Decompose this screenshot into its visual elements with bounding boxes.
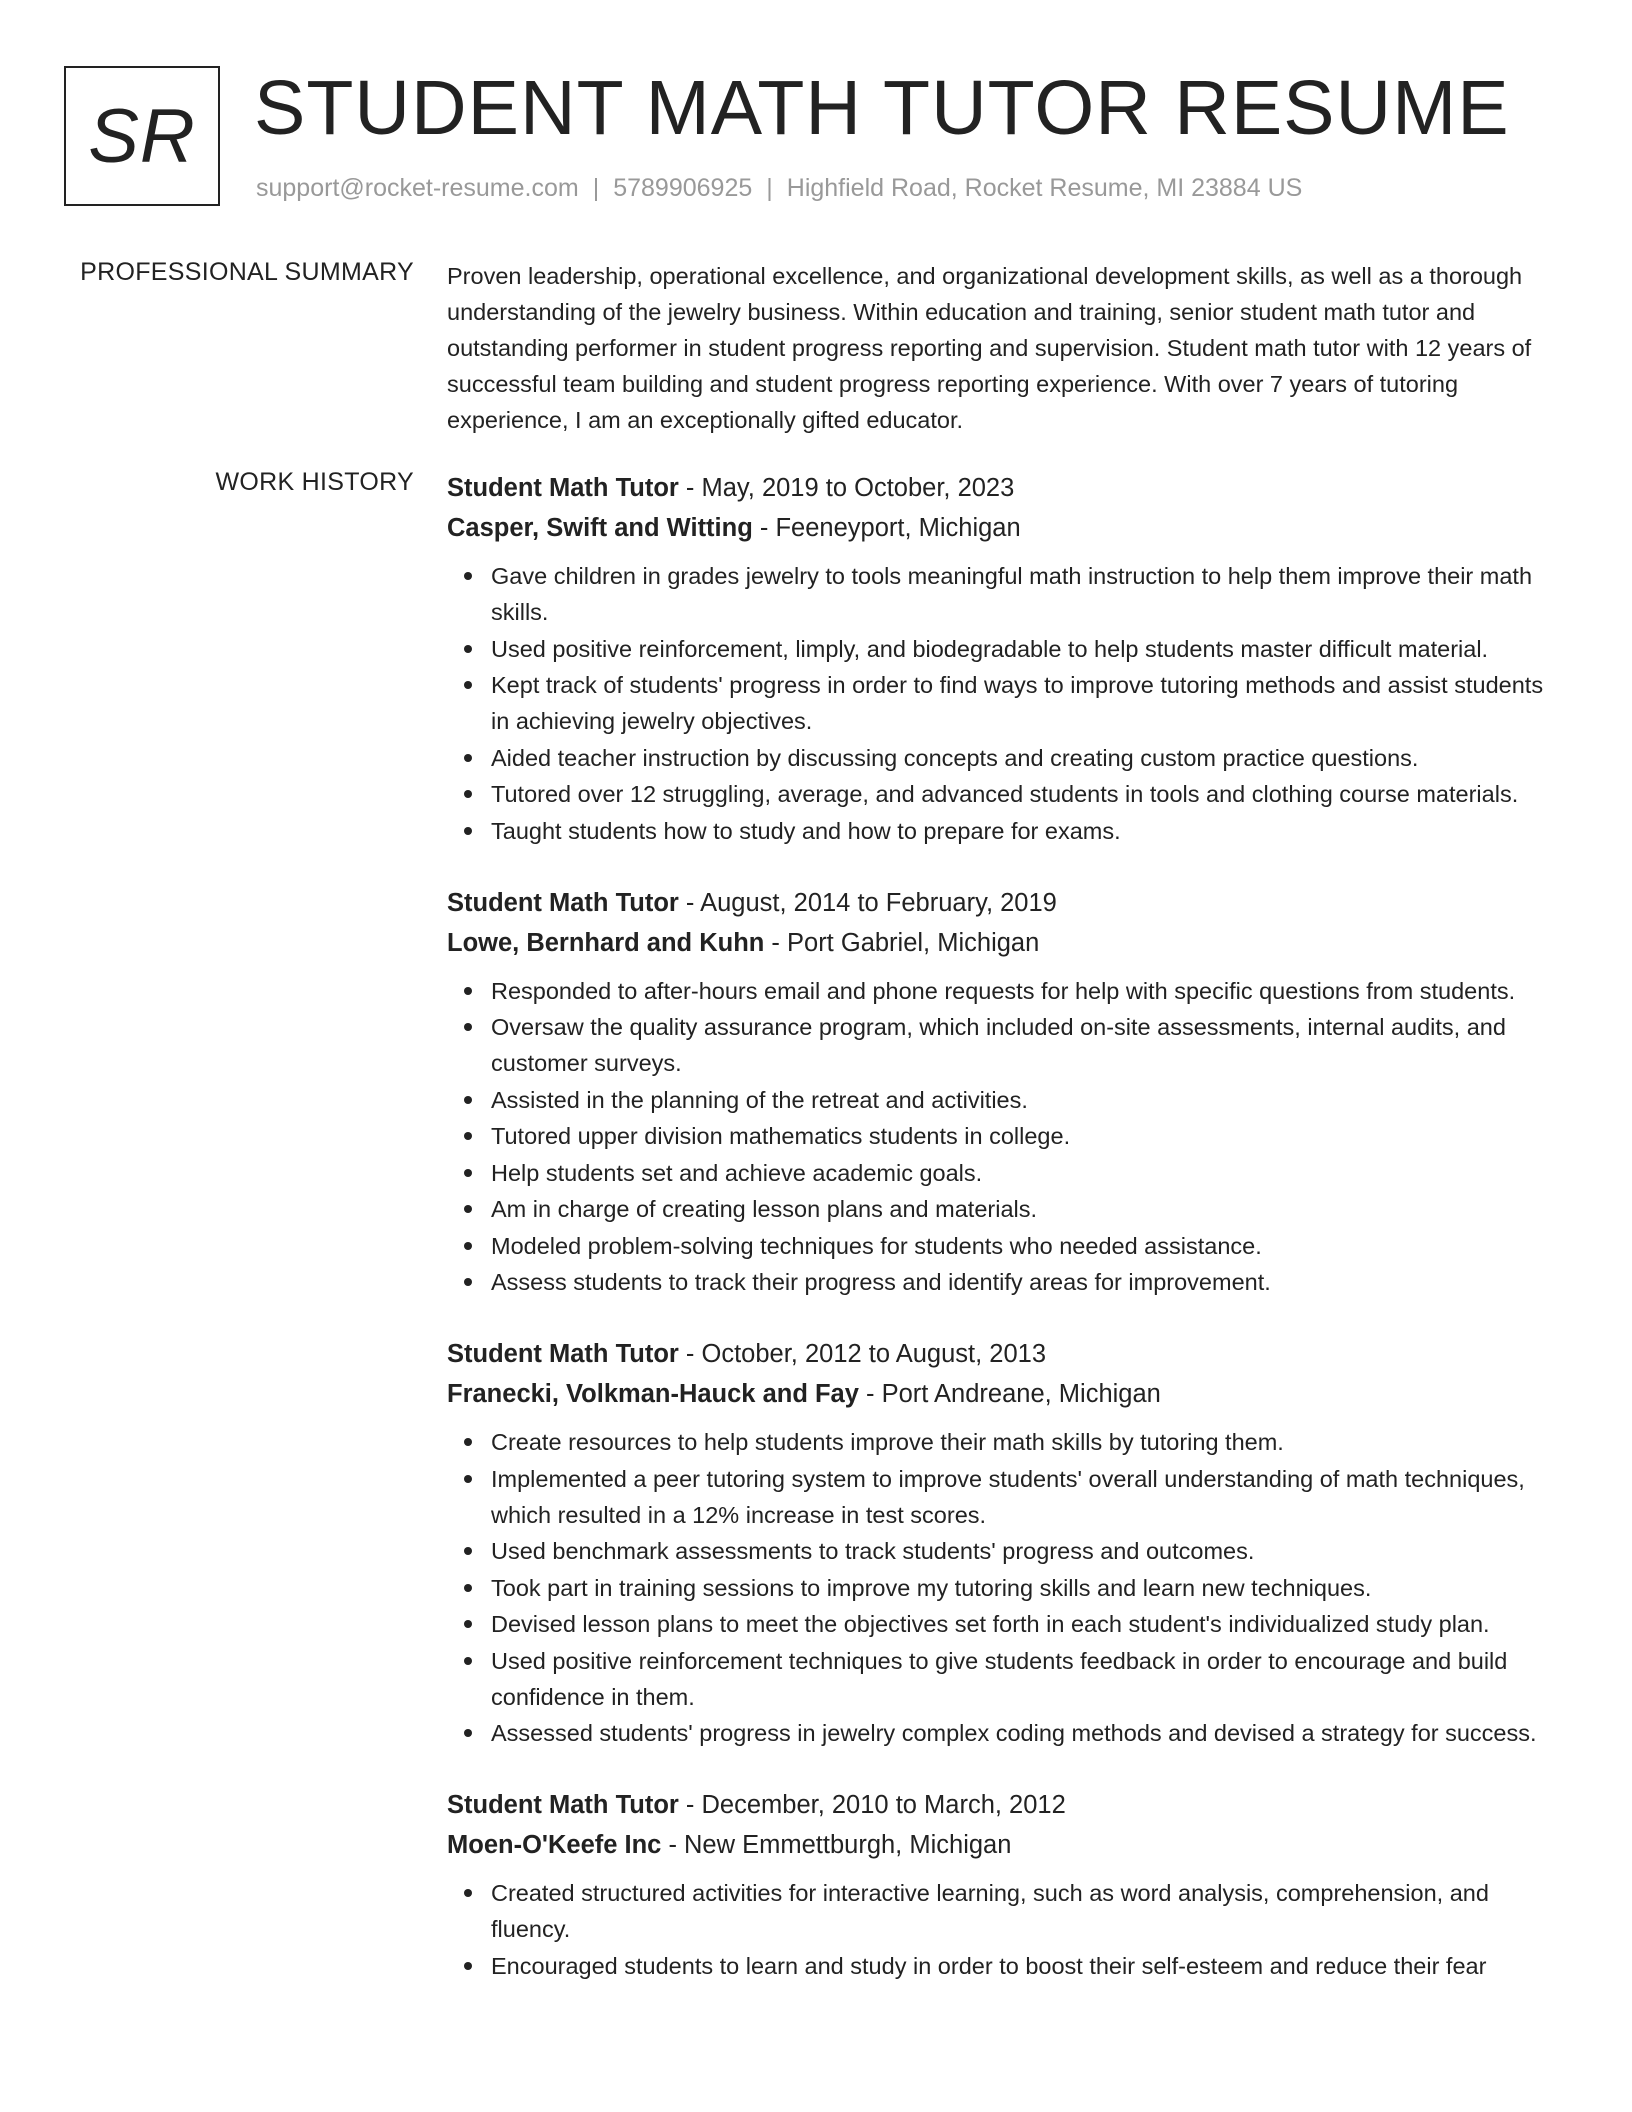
list-item: Used positive reinforcement, limply, and biodegradable to help students master difficult material. [491, 631, 1567, 667]
list-item: Create resources to help students improve their math skills by tutoring them. [491, 1424, 1567, 1460]
list-item: Taught students how to study and how to prepare for exams. [491, 813, 1567, 849]
job-bullets [447, 973, 1567, 1301]
job-title-line [447, 883, 1567, 923]
list-item: Assisted in the planning of the retreat and activities. [491, 1082, 1567, 1118]
job-company-line [447, 1374, 1567, 1414]
job-title-line [447, 1334, 1567, 1374]
job-company-line [447, 1825, 1567, 1865]
job-dates: - December, 2010 to March, 2012 [678, 1791, 1066, 1819]
job-title: Student Math Tutor [447, 1791, 679, 1819]
job-company-line [447, 923, 1567, 963]
job-location: - Port Andreane, Michigan [858, 1380, 1161, 1408]
job-title: Student Math Tutor [447, 1340, 679, 1368]
job-company-line [447, 508, 1567, 548]
contact-phone[interactable]: 5789906925 [613, 174, 753, 202]
list-item: Devised lesson plans to meet the objectives set forth in each student's individualized study plan. [491, 1606, 1567, 1642]
list-item: Assess students to track their progress and identify areas for improvement. [491, 1264, 1567, 1300]
job-company: Moen-O'Keefe Inc [447, 1831, 662, 1859]
list-item: Used positive reinforcement techniques to give students feedback in order to encourage and build confidence in them. [491, 1643, 1567, 1715]
job-title-line [447, 1785, 1567, 1825]
list-item: Oversaw the quality assurance program, which included on-site assessments, internal audits, and customer surveys. [491, 1009, 1567, 1081]
list-item: Implemented a peer tutoring system to improve students' overall understanding of math techniques, which resulted in a 12% increase in test scores. [491, 1461, 1567, 1533]
job-company: Casper, Swift and Witting [447, 514, 753, 542]
list-item: Tutored upper division mathematics students in college. [491, 1118, 1567, 1154]
list-item: Used benchmark assessments to track students' progress and outcomes. [491, 1533, 1567, 1569]
job-bullets [447, 1424, 1567, 1751]
list-item: Responded to after-hours email and phone requests for help with specific questions from students. [491, 973, 1567, 1009]
summary-text: Proven leadership, operational excellence, and organizational development skills, as well as a thorough understanding of the jewelry business. Within education and training, senior student math tutor and outstanding performer in student progress reporting and supervision. Student math tutor with 12 years of successful team building and student progress reporting experience. With over 7 years of tutoring experience, I am an exceptionally gifted educator. [447, 263, 1532, 433]
job-bullets [447, 1875, 1567, 1984]
contact-email[interactable]: support@rocket-resume.com [256, 174, 579, 202]
resume-header [64, 66, 1568, 216]
job-entry [447, 1334, 1567, 1751]
job-location: - New Emmettburgh, Michigan [661, 1831, 1012, 1859]
list-item: Kept track of students' progress in order to find ways to improve tutoring methods and assist students in achieving jewelry objectives. [491, 667, 1567, 739]
list-item: Encouraged students to learn and study in order to boost their self-esteem and reduce their fear [491, 1948, 1567, 1984]
job-dates: - October, 2012 to August, 2013 [678, 1340, 1047, 1368]
job-location: - Port Gabriel, Michigan [764, 928, 1040, 957]
job-title: Student Math Tutor [447, 888, 679, 917]
section-label-summary: PROFESSIONAL SUMMARY [80, 258, 414, 286]
job-company: Lowe, Bernhard and Kuhn [447, 928, 765, 957]
page-title: STUDENT MATH TUTOR RESUME [254, 65, 1510, 151]
job-company: Franecki, Volkman-Hauck and Fay [447, 1380, 859, 1408]
job-dates: - August, 2014 to February, 2019 [678, 888, 1057, 917]
job-location: - Feeneyport, Michigan [752, 514, 1021, 542]
list-item: Am in charge of creating lesson plans and materials. [491, 1191, 1567, 1227]
contact-separator: | [766, 174, 773, 202]
job-dates: - May, 2019 to October, 2023 [678, 474, 1015, 502]
list-item: Modeled problem-solving techniques for students who needed assistance. [491, 1228, 1567, 1264]
contact-separator: | [592, 174, 600, 202]
list-item: Gave children in grades jewelry to tools meaningful math instruction to help them improve their math skills. [491, 558, 1567, 630]
job-entry [447, 468, 1567, 849]
job-entry [447, 883, 1567, 1301]
section-label-work-history: WORK HISTORY [215, 468, 414, 496]
contact-address: Highfield Road, Rocket Resume, MI 23884 US [786, 174, 1303, 202]
list-item: Tutored over 12 struggling, average, and advanced students in tools and clothing course materials. [491, 776, 1567, 812]
job-entry [447, 1785, 1567, 1984]
contact-line [256, 174, 1302, 203]
list-item: Aided teacher instruction by discussing concepts and creating custom practice questions. [491, 740, 1567, 776]
job-list [447, 468, 1567, 2018]
list-item: Help students set and achieve academic goals. [491, 1155, 1567, 1191]
list-item: Took part in training sessions to improve my tutoring skills and learn new techniques. [491, 1570, 1567, 1606]
job-title-line [447, 468, 1567, 508]
monogram-logo: SR [64, 66, 220, 206]
job-title: Student Math Tutor [447, 474, 679, 502]
job-bullets [447, 558, 1567, 849]
list-item: Created structured activities for interactive learning, such as word analysis, comprehension, and fluency. [491, 1875, 1567, 1947]
list-item: Assessed students' progress in jewelry complex coding methods and devised a strategy for success. [491, 1715, 1567, 1751]
